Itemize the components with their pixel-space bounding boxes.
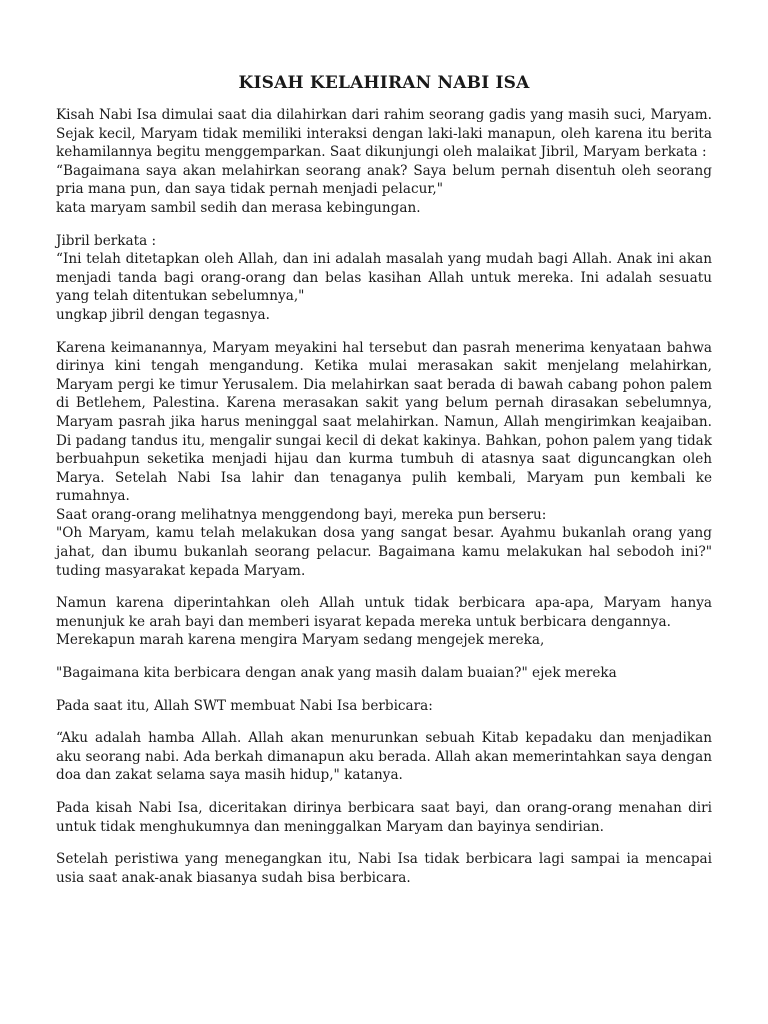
paragraph-6 (56, 697, 712, 716)
paragraph-text: Saat orang-orang melihatnya menggendong bayi, mereka pun berseru: (56, 506, 547, 523)
paragraph-text: Pada saat itu, Allah SWT membuat Nabi Isa berbicara: (56, 697, 433, 714)
paragraph-1 (56, 106, 712, 218)
paragraph-text: "Oh Maryam, kamu telah melakukan dosa yang sangat besar. Ayahmu bukanlah orang yang jahat, dan ibumu bukanlah seorang pelacur. Bagaimana kamu melakukan hal sebodoh ini?" tuding masyarakat kepada Maryam. (56, 525, 712, 579)
paragraph-text: Pada kisah Nabi Isa, diceritakan dirinya berbicara saat bayi, dan orang-orang menahan diri untuk tidak menghukumnya dan meninggalkan Maryam dan bayinya sendirian. (56, 800, 712, 835)
paragraph-text: “Aku adalah hamba Allah. Allah akan menurunkan sebuah Kitab kepadaku dan menjadikan aku seorang nabi. Ada berkah dimanapun aku berada. Allah akan memerintahkan saya dengan doa dan zakat selama saya masih hidup," katanya. (56, 730, 712, 784)
paragraph-text: kata maryam sambil sedih dan merasa kebingungan. (56, 199, 421, 216)
paragraph-text: “Ini telah ditetapkan oleh Allah, dan ini adalah masalah yang mudah bagi Allah. Anak ini akan menjadi tanda bagi orang-orang dan belas kasihan Allah untuk mereka. Ini adalah sesuatu yang telah ditentukan sebelumnya," (56, 251, 712, 305)
paragraph-text: Merekapun marah karena mengira Maryam sedang mengejek mereka, (56, 632, 545, 649)
paragraph-text: ungkap jibril dengan tegasnya. (56, 306, 270, 323)
paragraph-text: “Bagaimana saya akan melahirkan seorang anak? Saya belum pernah disentuh oleh seorang pria mana pun, dan saya tidak pernah menjadi pelacur," (56, 162, 712, 198)
paragraph-3 (56, 339, 712, 581)
paragraph-2 (56, 232, 712, 325)
paragraph-4 (56, 594, 712, 650)
paragraph-9 (56, 850, 712, 887)
paragraph-5 (56, 664, 712, 683)
paragraph-text: Kisah Nabi Isa dimulai saat dia dilahirkan dari rahim seorang gadis yang masih suci, Maryam. Sejak kecil, Maryam tidak memiliki interaksi dengan laki-laki manapun, oleh karena itu berita kehamilannya begitu menggemparkan. Saat dikunjungi oleh malaikat Jibril, Maryam berkata : (56, 107, 712, 161)
paragraph-text: Setelah peristiwa yang menegangkan itu, Nabi Isa tidak berbicara lagi sampai ia mencapai usia saat anak-anak biasanya sudah bisa berbicara. (56, 851, 712, 886)
paragraph-text: Jibril berkata : (56, 232, 157, 249)
paragraph-text: Karena keimanannya, Maryam meyakini hal tersebut dan pasrah menerima kenyataan bahwa dirinya kini tengah mengandung. Ketika mulai merasakan sakit menjelang melahirkan, Maryam pergi ke timur Yerusalem. Dia melahirkan saat berada di bawah cabang pohon palem di Betlehem, Palestina. Karena merasakan sakit yang belum pernah dirasakan sebelumnya, Maryam pasrah jika harus meninggal saat melahirkan. Namun, Allah mengirimkan keajaiban. Di padang tandus itu, mengalir sungai kecil di dekat kakinya. Bahkan, pohon palem yang tidak berbuahpun seketika menjadi hijau dan kurma tumbuh di atasnya saat diguncangkan oleh Marya. Setelah Nabi Isa lahir dan tenaganya pulih kembali, Maryam pun kembali ke rumahnya. (56, 339, 712, 505)
paragraph-7 (56, 729, 712, 785)
document-title: KISAH KELAHIRAN NABI ISA (238, 73, 530, 93)
paragraph-8 (56, 799, 712, 836)
paragraph-text: "Bagaimana kita berbicara dengan anak yang masih dalam buaian?" ejek mereka (56, 665, 617, 682)
paragraph-text: Namun karena diperintahkan oleh Allah untuk tidak berbicara apa-apa, Maryam hanya menunjuk ke arah bayi dan memberi isyarat kepada mereka untuk berbicara dengannya. (56, 595, 712, 630)
